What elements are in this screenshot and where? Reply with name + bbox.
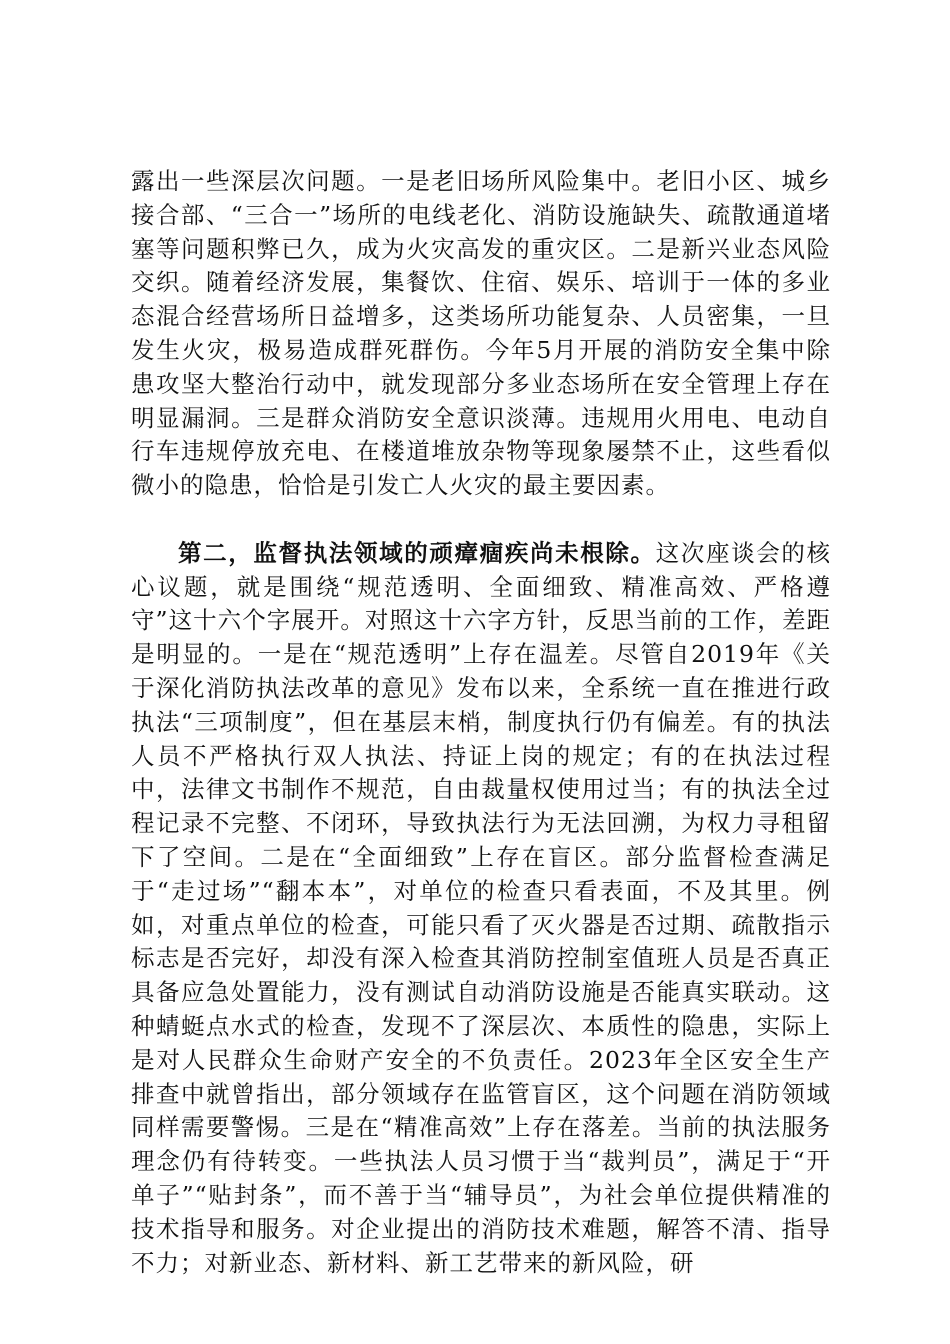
document-body [131,165,831,1280]
paragraph-heading: 第二，监督执法领域的顽瘴痼疾尚未根除。 [178,538,656,567]
paragraph-continued [131,165,831,503]
paragraph-text: 这次座谈会的核心议题，就是围绕“规范透明、全面细致、精准高效、严格遵守”这十六个字展开。对照这十六字方针，反思当前的工作，差距是明显的。一是在“规范透明”上存在温差。尽管自2019年《关于深化消防执法改革的意见》发布以来，全系统一直在推进行政执法“三项制度”，但在基层末梢，制度执行仍有偏差。有的执法人员不严格执行双人执法、持证上岗的规定；有的在执法过程中，法律文书制作不规范，自由裁量权使用过当；有的执法全过程记录不完整、不闭环，导致执法行为无法回溯，为权力寻租留下了空间。二是在“全面细致”上存在盲区。部分监督检查满足于“走过场”“翻本本”，对单位的检查只看表面，不及其里。例如，对重点单位的检查，可能只看了灭火器是否过期、疏散指示标志是否完好，却没有深入检查其消防控制室值班人员是否真正具备应急处置能力，没有测试自动消防设施是否能真实联动。这种蜻蜓点水式的检查，发现不了深层次、本质性的隐患，实际上是对人民群众生命财产安全的不负责任。2023年全区安全生产排查中就曾指出，部分领域存在监管盲区，这个问题在消防领域同样需要警惕。三是在“精准高效”上存在落差。当前的执法服务理念仍有待转变。一些执法人员习惯于当“裁判员”，满足于“开单子”“贴封条”，而不善于当“辅导员”，为社会单位提供精准的技术指导和服务。对企业提出的消防技术难题，解答不清、指导不力；对新业态、新材料、新工艺带来的新风险，研 [131,538,832,1277]
paragraph-second-point [131,537,831,1281]
paragraph-text: 露出一些深层次问题。一是老旧场所风险集中。老旧小区、城乡接合部、“三合一”场所的电线老化、消防设施缺失、疏散通道堵塞等问题积弊已久，成为火灾高发的重灾区。二是新兴业态风险交织。随着经济发展，集餐饮、住宿、娱乐、培训于一体的多业态混合经营场所日益增多，这类场所功能复杂、人员密集，一旦发生火灾，极易造成群死群伤。今年5月开展的消防安全集中除患攻坚大整治行动中，就发现部分多业态场所在安全管理上存在明显漏洞。三是群众消防安全意识淡薄。违规用火用电、电动自行车违规停放充电、在楼道堆放杂物等现象屡禁不止，这些看似微小的隐患，恰恰是引发亡人火灾的最主要因素。 [131,167,831,500]
